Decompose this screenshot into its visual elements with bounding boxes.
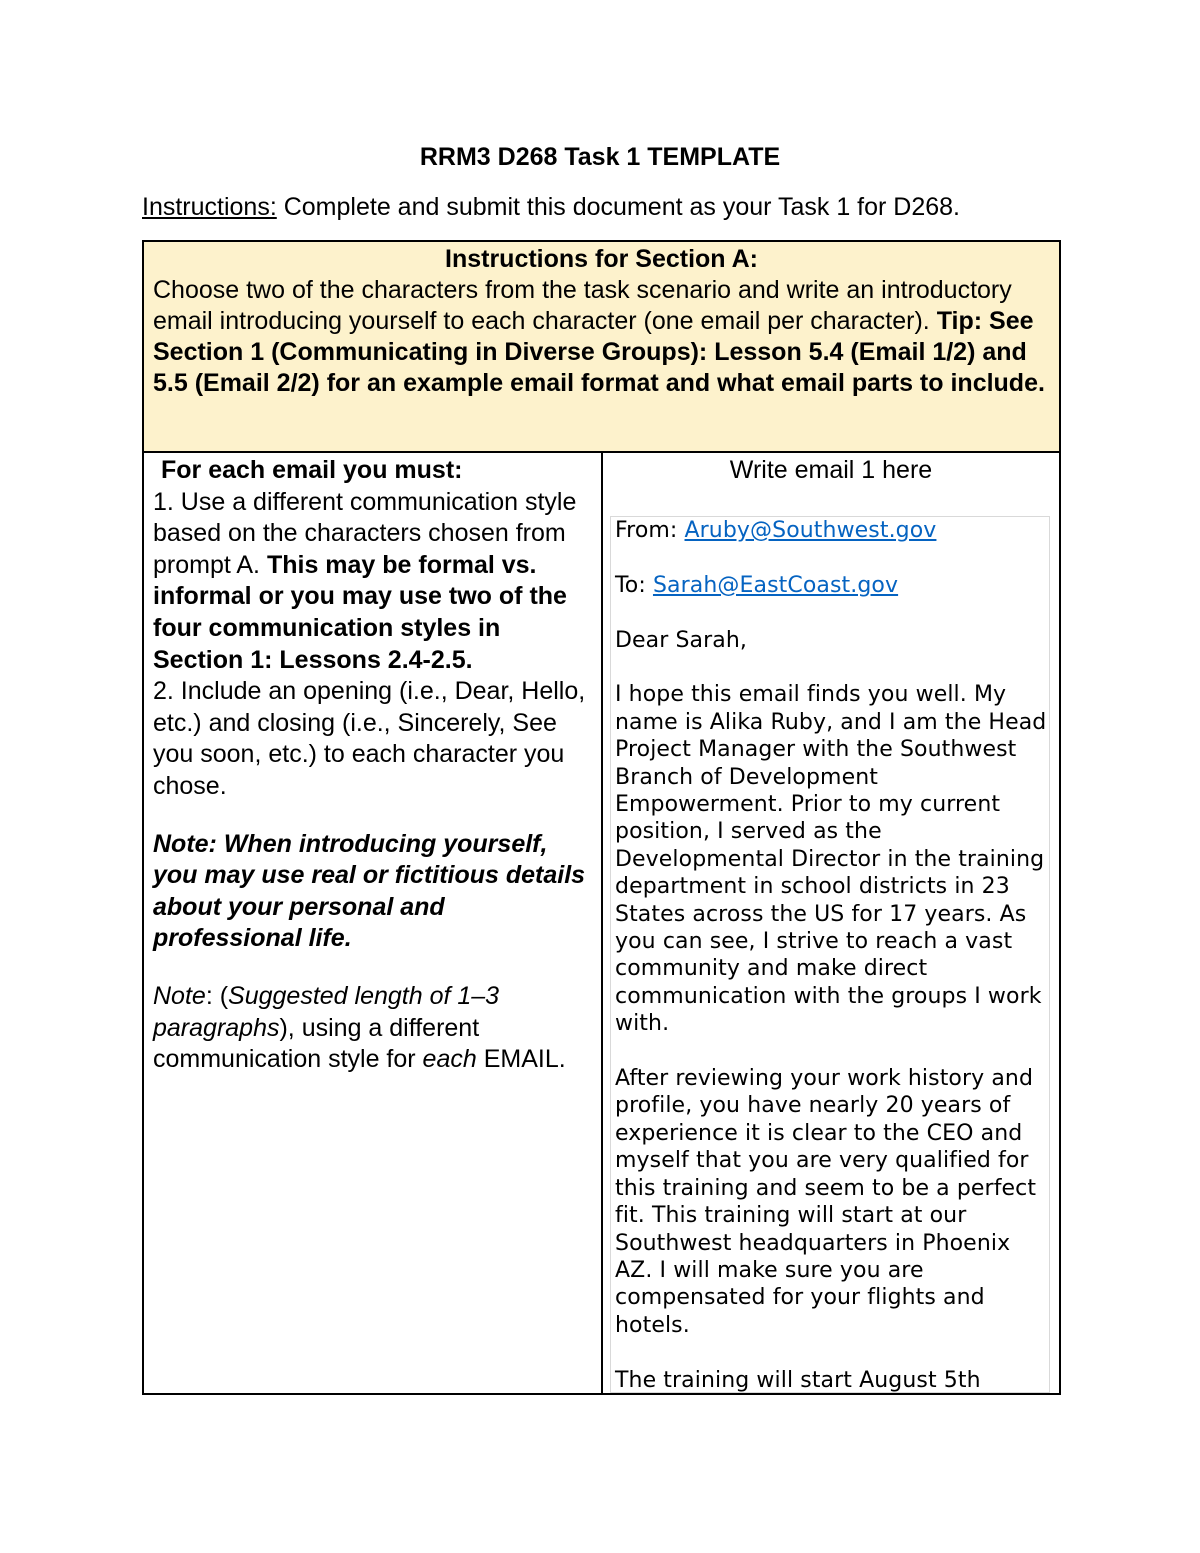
email-from-line xyxy=(615,517,1049,544)
section-a-body xyxy=(153,275,1050,399)
email-from-link[interactable]: Aruby@Southwest.gov xyxy=(684,518,937,543)
instructions-line xyxy=(142,193,960,222)
requirement-item-1-text: 1. Use a different communication style based on the characters chosen from prompt A. xyxy=(153,487,577,579)
section-a-heading: Instructions for Section A: xyxy=(445,245,758,273)
instructions-text: Complete and submit this document as your Task 1 for D268. xyxy=(276,193,960,221)
note-introduction: Note: When introducing yourself, you may use real or fictitious details about your personal and professional life. xyxy=(153,829,586,953)
requirements-heading: For each email you must: xyxy=(161,456,463,484)
instructions-label: Instructions: xyxy=(142,193,277,221)
section-a-cell xyxy=(144,242,1059,453)
note-length-label: Note xyxy=(153,981,206,1010)
section-a-text: Choose two of the characters from the task scenario and write an introductory email introducing yourself to each character (one email per character). xyxy=(153,276,1012,335)
requirement-item-1-bold: This may be formal vs. informal or you may use two of the four communication styles in Section 1: Lessons 2.4-2.5. xyxy=(153,550,567,674)
note-length xyxy=(153,981,593,1076)
note-length-each: each xyxy=(422,1045,477,1074)
section-a-tip: Tip: See Section 1 (Communicating in Diverse Groups): Lesson 5.4 (Email 1/2) and 5.5 (Email 2/2) for an example email format and what email parts to include. xyxy=(153,307,1045,397)
note-length-middle: ), using a different communication style for xyxy=(153,1013,480,1074)
email-paragraph-1: I hope this email finds you well. My name is Alika Ruby, and I am the Head Project Manager with the Southwest Branch of Development Empowerment. Prior to my current position, I served as the Developmental Director in the training department in school districts in 23 States across the US for 17 years. As you can see, I strive to reach a vast community and make direct communication with the groups I work with. xyxy=(615,682,1047,1037)
requirements-cell xyxy=(144,453,601,1393)
email-to-link[interactable]: Sarah@EastCoast.gov xyxy=(652,572,899,598)
email-textbox[interactable] xyxy=(610,516,1050,1393)
note-length-suggested: Suggested length of 1–3 paragraphs xyxy=(153,981,500,1042)
email-cell xyxy=(603,453,1059,1393)
task-table xyxy=(142,240,1061,1395)
email-paragraph-3: The training will start August 5th xyxy=(615,1367,981,1393)
email-to-line xyxy=(615,572,1049,599)
document-title: RRM3 D268 Task 1 TEMPLATE xyxy=(419,143,781,171)
requirement-item-1 xyxy=(153,487,593,677)
email-from-label: From: xyxy=(615,518,685,543)
email-greeting: Dear Sarah, xyxy=(615,627,748,653)
note-length-end: EMAIL. xyxy=(476,1045,566,1074)
requirement-item-2: 2. Include an opening (i.e., Dear, Hello, etc.) and closing (i.e., Sincerely, See you soon, etc.) to each character you chose. xyxy=(153,677,586,800)
email-paragraph-2: After reviewing your work history and profile, you have nearly 20 years of experience it is clear to the CEO and myself that you are very qualified for this training and seem to be a perfect fit. This training will start at our Southwest headquarters in Phoenix AZ. I will make sure you are compensated for your flights and hotels. xyxy=(615,1066,1037,1338)
email-to-label: To: xyxy=(615,572,653,598)
note-length-paren: : ( xyxy=(205,981,229,1010)
email-heading: Write email 1 here xyxy=(729,456,933,484)
